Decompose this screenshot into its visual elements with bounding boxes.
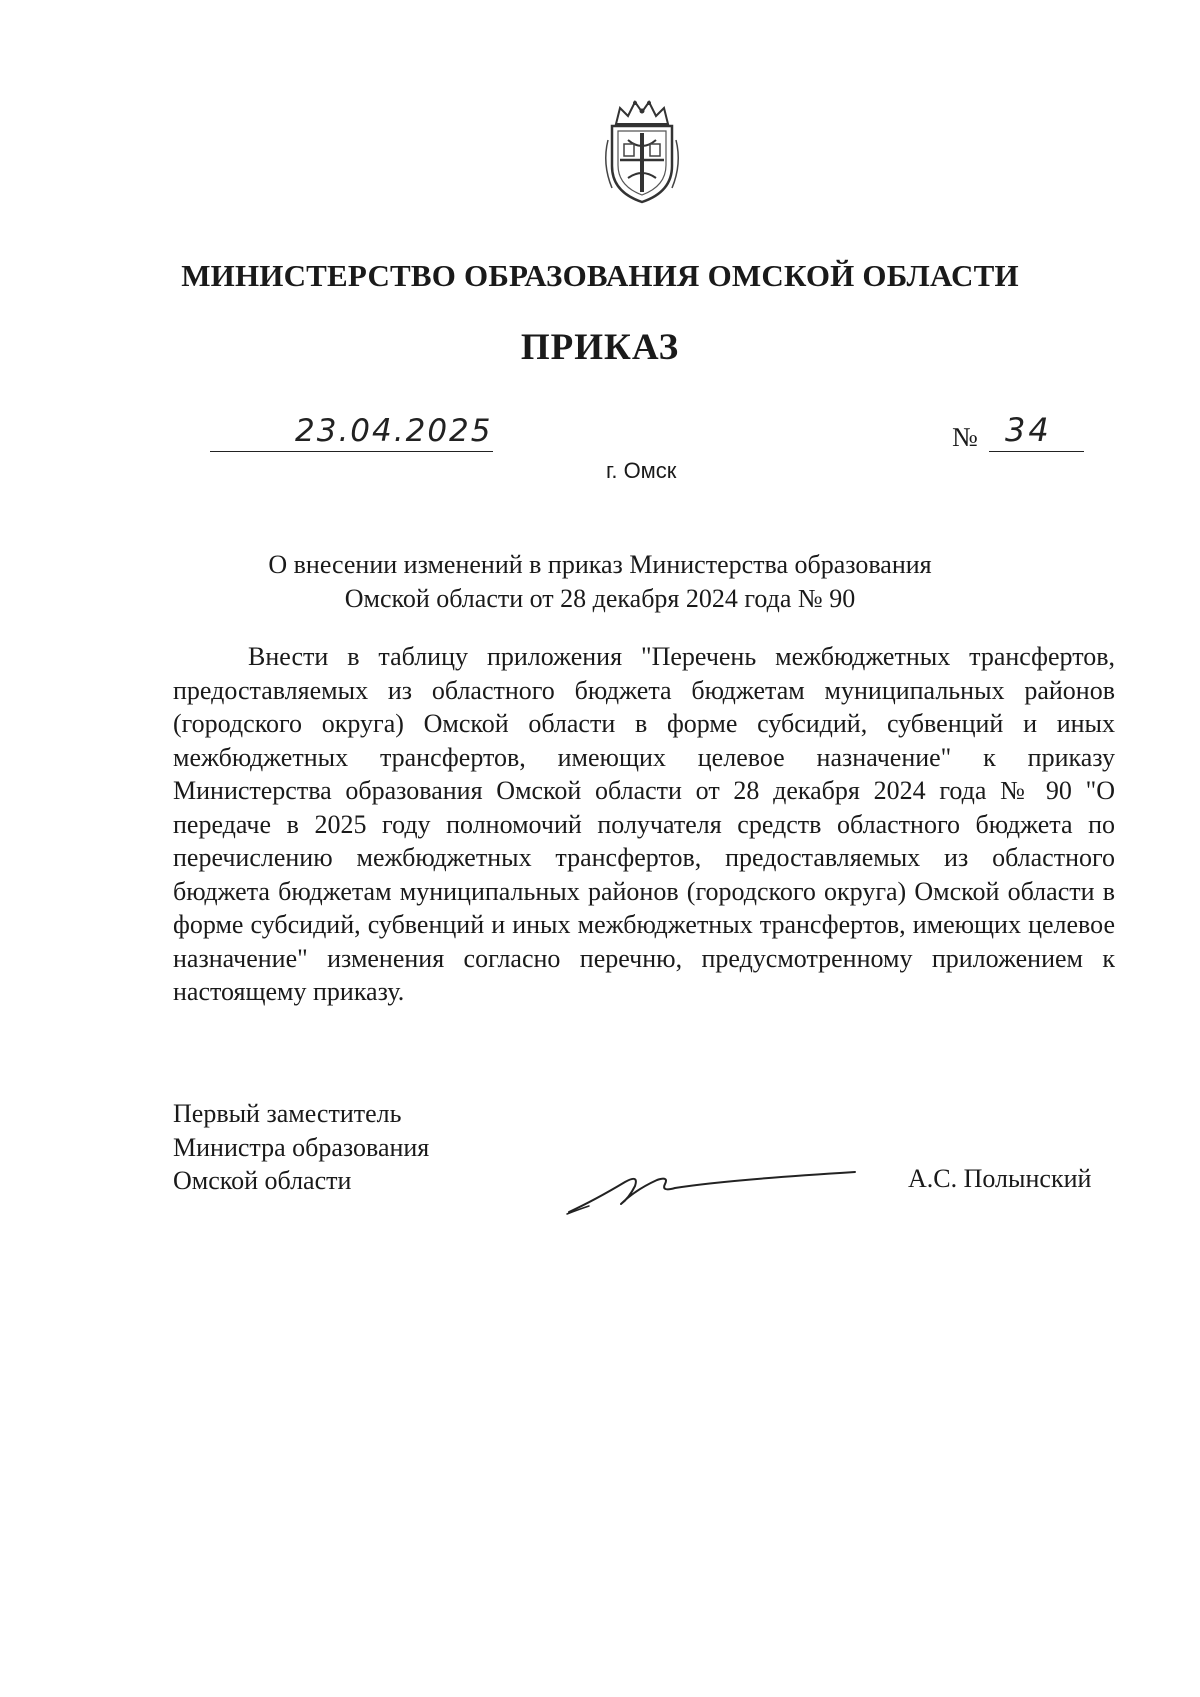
document-subject [0, 548, 1200, 616]
subject-line: О внесении изменений в приказ Министерства образования [268, 550, 932, 579]
signer-name: А.С. Полынский [908, 1164, 1092, 1193]
registration-number: 34 [1005, 411, 1052, 449]
subject-line: Омской области от 28 декабря 2024 года № 90 [344, 584, 856, 613]
issue-city: г. Омск [606, 458, 677, 483]
number-label: № [952, 422, 978, 452]
order-body-text: Внести в таблицу приложения "Перечень межбюджетных трансфертов, предоставляемых из областного бюджета бюджетам муниципальных районов (городского округа) Омской области в форме субсидий, субвенций и иных межбюджетных трансфертов, имеющих целевое назначение" к приказу Министерства образования Омской области от 28 декабря 2024 года № 90 "О передаче в 2025 году полномочий получателя средств областного бюджета по перечислению межбюджетных трансфертов, предоставляемых из областного бюджета бюджетам муниципальных районов (городского округа) Омской области в форме субсидий, субвенций и иных межбюджетных трансфертов, имеющих целевое назначение" изменения согласно перечню, предусмотренному приложением к настоящему приказу. [173, 642, 1115, 1006]
ministry-name: МИНИСТЕРСТВО ОБРАЗОВАНИЯ ОМСКОЙ ОБЛАСТИ [181, 258, 1019, 293]
signer-position [173, 1097, 429, 1198]
signer-position-line: Министра образования [173, 1132, 430, 1162]
registration-date: 23.04.2025 [295, 413, 493, 449]
signer-position-line: Омской области [173, 1166, 352, 1195]
registration-number-field [989, 411, 1084, 452]
signer-position-line: Первый заместитель [173, 1099, 402, 1128]
document-type-title: ПРИКАЗ [520, 327, 680, 368]
coat-of-arms-icon [598, 100, 686, 204]
signature-icon [565, 1150, 865, 1230]
registration-date-field [210, 415, 493, 452]
